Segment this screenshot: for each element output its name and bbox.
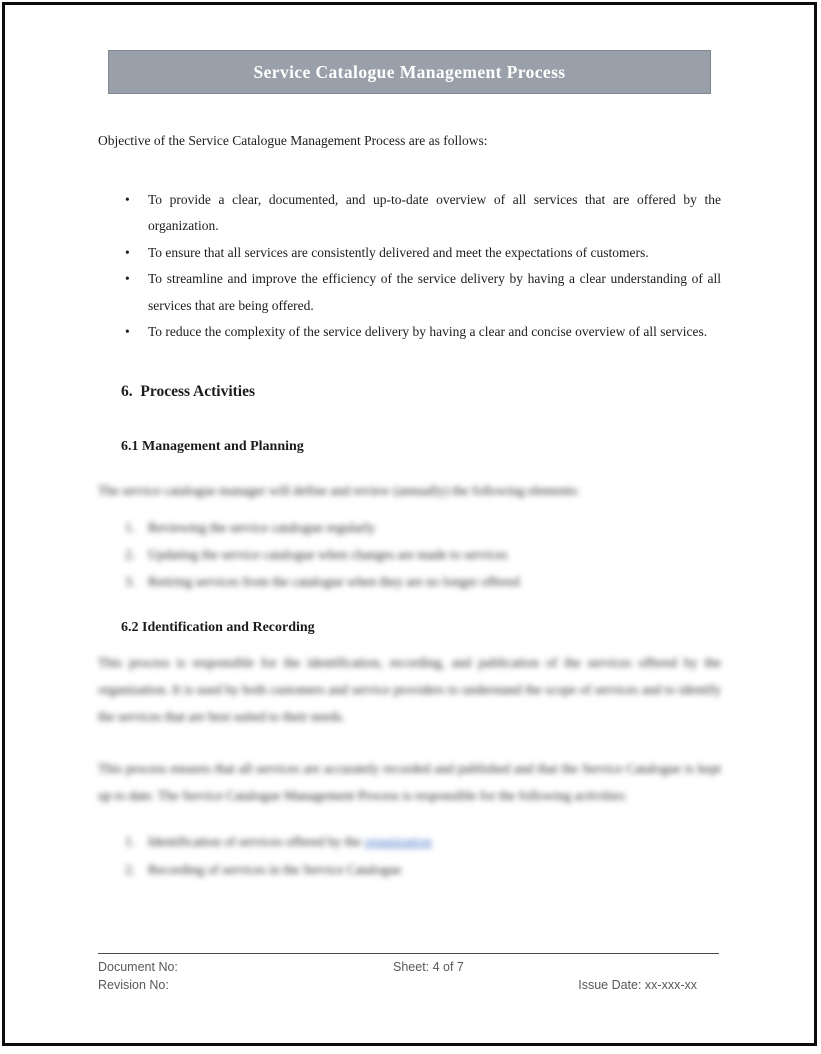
- blurred-paragraph: This process ensures that all services are accurately recorded and published and that the Service Catalogue is kept up to date. The Service Catalogue Management Process is responsible for the following activities:: [98, 761, 721, 804]
- blurred-list: [98, 514, 721, 595]
- objective-item-text: To reduce the complexity of the service delivery by having a clear and concise overview of all services.: [148, 324, 708, 340]
- objective-item-text: To streamline and improve the efficiency of the service delivery by having a clear understanding of all services that are being offered.: [148, 271, 721, 313]
- document-page: [2, 2, 817, 1046]
- sheet-number: Sheet: 4 of 7: [393, 960, 464, 974]
- footer-row-1: [98, 960, 719, 978]
- objective-intro-text: Objective of the Service Catalogue Management Process are as follows:: [98, 133, 488, 148]
- blurred-list-item: Updating the service catalogue when changes are made to services: [148, 547, 508, 563]
- bullet-icon: •: [125, 244, 130, 260]
- objectives-list: [98, 187, 721, 345]
- objective-item: [98, 187, 721, 240]
- blurred-list-item: [98, 856, 721, 884]
- heading-process-activities: 6. Process Activities: [121, 383, 256, 401]
- blurred-numbered-list: [98, 828, 721, 884]
- page-title: Service Catalogue Management Process: [253, 61, 566, 82]
- bullet-icon: •: [125, 192, 130, 207]
- objective-item: [98, 266, 721, 319]
- document-no-label: Document No:: [98, 960, 178, 974]
- objective-item: [98, 319, 721, 345]
- organization-link[interactable]: organization: [364, 834, 432, 850]
- page-footer: [98, 953, 719, 996]
- title-banner: [108, 50, 711, 94]
- heading-management-planning: 6.1 Management and Planning: [121, 439, 304, 455]
- blurred-paragraph: This process is responsible for the identification, recording, and publication of the services offered by the organization. It is used by both customers and service providers to understand the scope of services and to identify the services that are best suited to their needs.: [98, 655, 721, 725]
- heading-identification-recording: 6.2 Identification and Recording: [121, 620, 315, 636]
- revision-no-label: Revision No:: [98, 978, 169, 992]
- objective-item-text: To ensure that all services are consistently delivered and meet the expectations of customers.: [148, 244, 649, 260]
- blurred-list-item-text: Identification of services offered by the: [148, 834, 365, 850]
- issue-date: Issue Date: xx-xxx-xx: [578, 978, 697, 992]
- objective-item-text: To provide a clear, documented, and up-to-date overview of all services that are offered by the organization.: [148, 192, 721, 234]
- blurred-list-item: Reviewing the service catalogue regularly: [148, 520, 376, 536]
- blurred-list-item-text: Recording of services in the Service Catalogue: [148, 862, 402, 878]
- page-body: [5, 133, 814, 884]
- blurred-paragraph: The service catalogue manager will define and review (annually) the following elements:: [98, 483, 580, 499]
- bullet-icon: •: [125, 324, 130, 340]
- objective-item: [98, 240, 721, 266]
- blurred-list-item: Retiring services from the catalogue when they are no longer offered: [148, 574, 520, 590]
- bullet-icon: •: [125, 271, 130, 287]
- footer-row-2: [98, 978, 719, 996]
- blurred-list-item: [98, 828, 721, 856]
